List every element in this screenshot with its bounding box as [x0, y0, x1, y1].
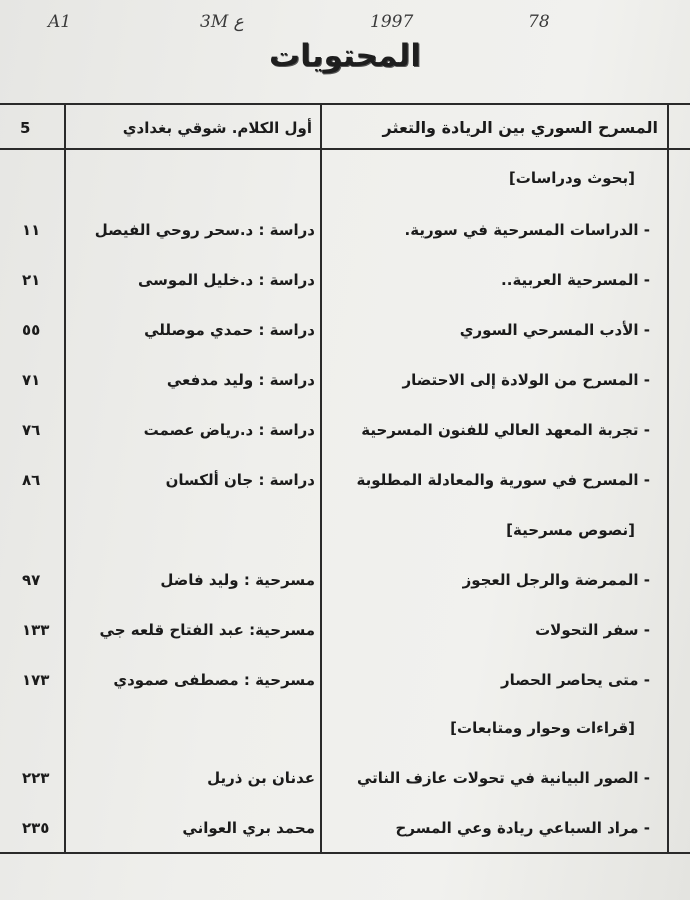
entry-page: ١١ — [22, 221, 41, 239]
entry-title: - سفر التحولات — [535, 621, 650, 639]
handwritten-mark-left: A1 — [48, 12, 72, 32]
handwritten-number: 78 — [528, 12, 550, 32]
entry-author: دراسة : حمدي موصللي — [144, 321, 315, 339]
entry-title: - المسرح من الولادة إلى الاحتضار — [402, 371, 650, 389]
table-bottom-border — [0, 852, 690, 854]
table-right-border — [667, 103, 669, 854]
entry-page: ١٣٣ — [22, 621, 50, 639]
header-page-number: 5 — [20, 119, 31, 137]
entry-author: مسرحية : وليد فاضل — [160, 571, 315, 589]
entry-page: ١٧٣ — [22, 671, 50, 689]
entry-page: ٢٣٥ — [22, 819, 50, 837]
entry-title: - مراد السباعي ريادة وعي المسرح — [395, 819, 650, 837]
entry-title: - الصور البيانية في تحولات عازف الناتي — [356, 769, 650, 787]
entry-title: - الممرضة والرجل العجوز — [462, 571, 650, 589]
section-research: [بحوث ودراسات] — [508, 169, 635, 187]
entry-author: مسرحية: عبد الفتاح قلعه جي — [99, 621, 315, 639]
handwritten-year: 1997 — [370, 12, 414, 32]
entry-page: ٩٧ — [22, 571, 41, 589]
handwritten-code: 3M ع — [200, 12, 244, 32]
entry-title: - المسرح في سورية والمعادلة المطلوبة — [356, 471, 650, 489]
entry-author: محمد بري العواني — [182, 819, 315, 837]
column-divider-author — [320, 103, 322, 854]
entry-author: عدنان بن ذريل — [207, 769, 315, 787]
entry-page: ٨٦ — [22, 471, 41, 489]
section-readings: [قراءات وحوار ومتابعات] — [450, 719, 635, 737]
entry-title: - الدراسات المسرحية في سورية. — [404, 221, 650, 239]
entry-author: دراسة : وليد مدفعي — [166, 371, 315, 389]
table-header-border — [0, 148, 690, 150]
header-author: أول الكلام. شوقي بغدادي — [122, 119, 312, 137]
header-title: المسرح السوري بين الريادة والتعثر — [382, 118, 658, 137]
entry-page: ٢٢٣ — [22, 769, 50, 787]
entry-title: - الأدب المسرحي السوري — [459, 321, 650, 339]
entry-page: ٥٥ — [22, 321, 41, 339]
entry-title: - تجربة المعهد العالي للفنون المسرحية — [361, 421, 650, 439]
column-divider-page — [64, 103, 66, 854]
entry-author: مسرحية : مصطفى صمودي — [113, 671, 315, 689]
entry-author: دراسة : د.سحر روحي الفيصل — [94, 221, 315, 239]
table-top-border — [0, 103, 690, 105]
entry-title: - متى يحاصر الحصار — [500, 671, 650, 689]
entry-page: ٢١ — [22, 271, 41, 289]
entry-author: دراسة : د.رياض عصمت — [143, 421, 315, 439]
entry-author: دراسة : د.خليل الموسى — [138, 271, 315, 289]
entry-title: - المسرحية العربية.. — [501, 271, 650, 289]
entry-author: دراسة : جان ألكسان — [165, 471, 315, 489]
section-plays: [نصوص مسرحية] — [506, 521, 635, 539]
page-title: المحتويات — [269, 38, 421, 74]
entry-page: ٧٦ — [22, 421, 41, 439]
entry-page: ٧١ — [22, 371, 41, 389]
